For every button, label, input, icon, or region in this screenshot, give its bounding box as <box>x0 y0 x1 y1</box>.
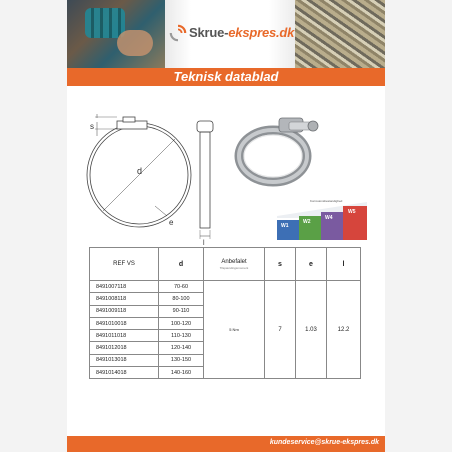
col-l: l <box>327 248 361 281</box>
footer-email[interactable]: kundeservice@skrue-ekspres.dk <box>269 439 379 446</box>
cell-ref: 8491008118 <box>90 293 159 305</box>
cell-ref: 8491011018 <box>90 330 159 342</box>
label-e: e <box>169 218 174 227</box>
page-title: Teknisk datablad <box>173 69 279 84</box>
class-w2: W2 <box>303 219 311 225</box>
col-ref: REF VS <box>90 248 159 281</box>
cell-d: 70-60 <box>159 281 204 293</box>
cell-s: 7 <box>265 281 296 379</box>
label-l: l <box>203 240 205 247</box>
footer <box>67 436 385 452</box>
cell-ref: 8491007118 <box>90 281 159 293</box>
logo-prefix: Skrue- <box>189 25 229 40</box>
technical-drawings <box>67 88 385 248</box>
class-w1: W1 <box>281 223 289 229</box>
col-anbefalet-sub: Tilspændingsmoment <box>219 265 249 270</box>
cell-ref: 8491014018 <box>90 367 159 379</box>
cell-d: 130-150 <box>159 354 204 366</box>
header-photo-screws <box>295 0 385 68</box>
col-anbefalet <box>204 248 265 281</box>
class-scale-title: Korrosionsbestandighed <box>310 199 343 203</box>
logo <box>165 0 295 68</box>
clamp-side-view <box>197 121 213 239</box>
cell-d: 80-100 <box>159 293 204 305</box>
table-header-row <box>90 248 361 281</box>
cell-ref: 8491010018 <box>90 317 159 329</box>
cell-ref: 8491009118 <box>90 305 159 317</box>
header <box>67 0 385 68</box>
spec-table-body <box>90 281 361 379</box>
col-d: d <box>159 248 204 281</box>
cell-anbefalet: 5 Nm <box>204 281 265 379</box>
label-s: s <box>90 122 94 131</box>
cell-e: 1.03 <box>296 281 327 379</box>
cell-d: 110-130 <box>159 330 204 342</box>
cell-l: 12.2 <box>327 281 361 379</box>
cell-ref: 8491012018 <box>90 342 159 354</box>
header-photo-tools <box>67 0 165 68</box>
corrosion-class-scale <box>277 199 367 240</box>
label-d: d <box>137 166 143 176</box>
col-s: s <box>265 248 296 281</box>
cell-d: 90-110 <box>159 305 204 317</box>
table-row <box>90 281 361 293</box>
col-anbefalet-label: Anbefalet <box>221 258 247 265</box>
class-w5: W5 <box>348 209 356 215</box>
logo-swirl-icon <box>169 24 187 42</box>
cell-d: 120-140 <box>159 342 204 354</box>
logo-suffix: ekspres.dk <box>228 25 295 40</box>
cell-d: 100-120 <box>159 317 204 329</box>
cell-d: 140-160 <box>159 367 204 379</box>
clamp-photo <box>239 118 318 182</box>
spec-table <box>89 247 361 379</box>
col-e: e <box>296 248 327 281</box>
datasheet <box>67 0 385 452</box>
cell-ref: 8491013018 <box>90 354 159 366</box>
logo-text <box>189 25 294 40</box>
title-banner <box>67 68 385 86</box>
class-w4: W4 <box>325 215 333 221</box>
